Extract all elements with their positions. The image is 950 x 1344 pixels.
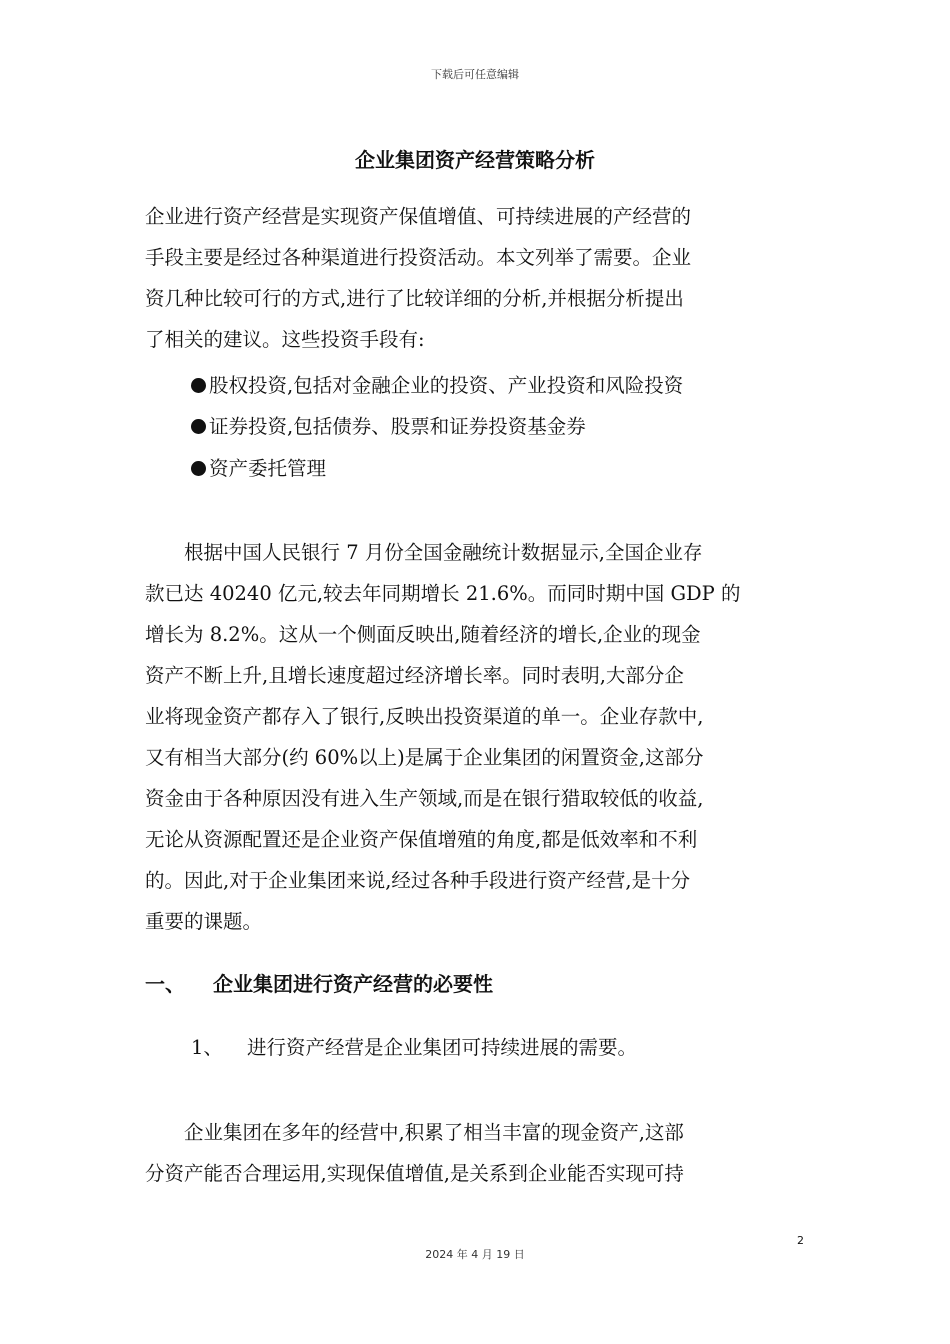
- bullet-dot-icon: [191, 378, 206, 393]
- bullet-text: 股权投资,包括对金融企业的投资、产业投资和风险投资: [209, 374, 684, 397]
- section-heading: [145, 964, 493, 1005]
- closing-paragraph: [145, 1112, 820, 1194]
- body-paragraph: [145, 532, 820, 942]
- bullet-dot-icon: [191, 419, 206, 434]
- bullet-item: [191, 365, 683, 406]
- closing-line: 企业集团在多年的经营中,积累了相当丰富的现金资产,这部: [145, 1121, 684, 1144]
- intro-paragraph: [145, 196, 820, 360]
- body-line: 又有相当大部分(约 60%以上)是属于企业集团的闲置资金,这部分: [145, 746, 704, 769]
- section-title: 企业集团进行资产经营的必要性: [213, 972, 493, 996]
- body-line: 根据中国人民银行 7 月份全国金融统计数据显示,全国企业存: [145, 541, 703, 564]
- bullet-item: [191, 406, 586, 447]
- bullet-dot-icon: [191, 461, 206, 476]
- intro-line: 了相关的建议。这些投资手段有:: [145, 328, 425, 351]
- body-line: 无论从资源配置还是企业资产保值增殖的角度,都是低效率和不利: [145, 828, 698, 851]
- body-line: 资产不断上升,且增长速度超过经济增长率。同时表明,大部分企: [145, 664, 684, 687]
- subsection-number: 1、: [191, 1036, 223, 1059]
- body-line: 的。因此,对于企业集团来说,经过各种手段进行资产经营,是十分: [145, 869, 691, 892]
- closing-line: 分资产能否合理运用,实现保值增值,是关系到企业能否实现可持: [145, 1162, 684, 1185]
- body-line: 款已达 40240 亿元,较去年同期增长 21.6%。而同时期中国 GDP 的: [145, 582, 741, 605]
- page-header: 下载后可任意编辑: [431, 68, 519, 81]
- page-footer-date: 2024 年 4 月 19 日: [425, 1248, 525, 1261]
- body-line: 业将现金资产都存入了银行,反映出投资渠道的单一。企业存款中,: [145, 705, 704, 728]
- body-line: 重要的课题。: [145, 910, 263, 933]
- section-number: 一、: [145, 972, 185, 996]
- bullet-text: 证券投资,包括债券、股票和证券投资基金券: [209, 415, 586, 438]
- subsection-heading: [191, 1027, 637, 1068]
- subsection-title: 进行资产经营是企业集团可持续进展的需要。: [247, 1036, 638, 1059]
- body-line: 资金由于各种原因没有进入生产领域,而是在银行猎取较低的收益,: [145, 787, 704, 810]
- bullet-item: [191, 448, 326, 489]
- document-title: 企业集团资产经营策略分析: [355, 148, 595, 172]
- intro-line: 资几种比较可行的方式,进行了比较详细的分析,并根据分析提出: [145, 287, 684, 310]
- page-number: 2: [797, 1234, 804, 1247]
- intro-line: 企业进行资产经营是实现资产保值增值、可持续进展的产经营的: [145, 205, 692, 228]
- intro-line: 手段主要是经过各种渠道进行投资活动。本文列举了需要。企业: [145, 246, 692, 269]
- body-line: 增长为 8.2%。这从一个侧面反映出,随着经济的增长,企业的现金: [145, 623, 701, 646]
- bullet-text: 资产委托管理: [209, 457, 327, 480]
